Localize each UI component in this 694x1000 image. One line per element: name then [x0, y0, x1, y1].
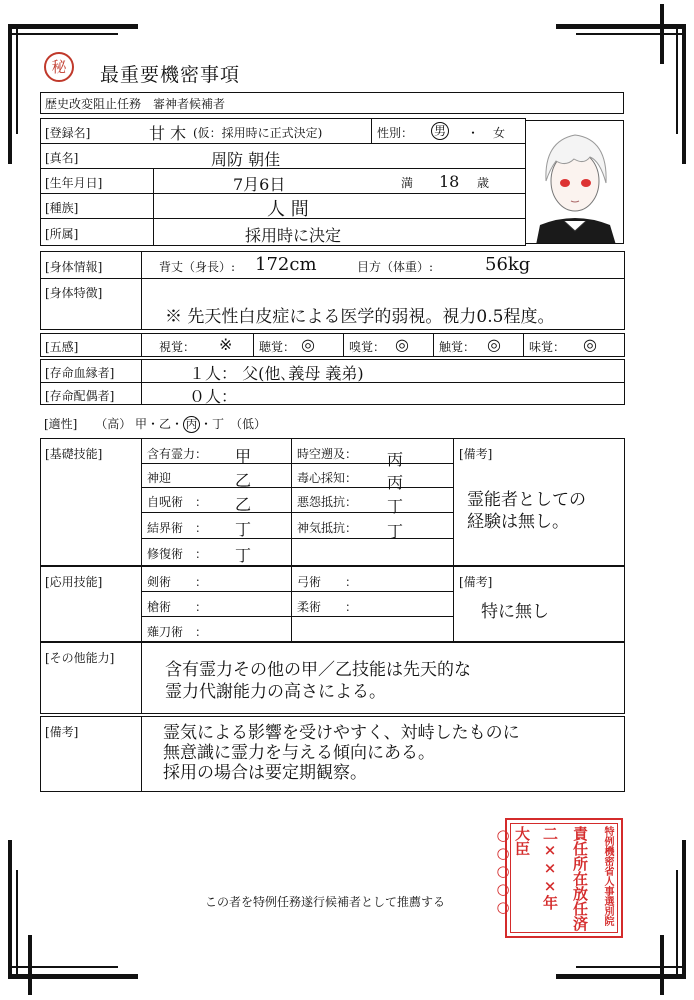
- stamp-year: 二×××年: [541, 826, 559, 910]
- birth-date-label: [生年月日]: [45, 176, 103, 190]
- portrait-illustration: [526, 121, 624, 244]
- other-abilities-text: 含有霊力その他の甲／乙技能は先天的な 霊力代謝能力の高さによる。: [165, 660, 471, 702]
- remarks-text: 霊気による影響を受けやすく、対峙したものに 無意識に霊力を与える傾向にある。 採用の場合は要定期観察。: [163, 723, 520, 783]
- sense-sight: 視覚：: [159, 340, 196, 354]
- stamp-ministry: 特例機密省人事選別院: [602, 826, 613, 926]
- skill-grade: 丁: [387, 497, 404, 516]
- sense-hearing-value: ◎: [301, 335, 315, 354]
- age-value: 18: [439, 172, 460, 191]
- recommendation-text: この者を特例任務遂行候補者として推薦する: [205, 895, 446, 909]
- stamp-minister: 大臣○○○○○: [494, 826, 531, 916]
- applied-skill: 剣術 ：: [147, 575, 208, 589]
- basic-skills-remarks: 霊能者としての 経験は無し。: [467, 490, 586, 532]
- sense-touch-value: ◎: [487, 335, 501, 354]
- portrait-avatar: [525, 120, 624, 244]
- other-abilities-label: [その他能力]: [45, 651, 115, 665]
- aptitude-label: [適性]: [44, 417, 78, 431]
- basic-skills-remarks-label: [備考]: [459, 447, 493, 461]
- skill-name: 自呪術 ：: [147, 495, 208, 509]
- physical-section: [40, 251, 625, 330]
- basic-skills-section: [40, 438, 625, 566]
- race-value: 人 間: [267, 199, 309, 220]
- gender-male-selected: 男: [431, 122, 449, 140]
- gender-label: 性別：: [377, 126, 414, 140]
- senses-section: [40, 333, 625, 357]
- document-title: 最重要機密事項: [100, 64, 241, 86]
- applied-skills-label: [応用技能]: [45, 575, 103, 589]
- weight-label: 目方（体重）:: [357, 260, 434, 274]
- skill-name: 悪怨抵抗：: [297, 495, 358, 509]
- applied-skill: 柔術 ：: [297, 600, 358, 614]
- real-name-label: [真名]: [45, 151, 79, 165]
- height-label: 背丈（身長）:: [159, 260, 236, 274]
- skill-grade: 丁: [235, 520, 252, 539]
- affiliation-label: [所属]: [45, 227, 79, 241]
- secret-seal: 秘: [44, 52, 74, 82]
- age-prefix: 満: [401, 176, 414, 190]
- skill-grade: 乙: [235, 471, 252, 490]
- aptitude-row: [44, 415, 266, 433]
- sense-sight-value: ※: [219, 335, 233, 354]
- applied-skill: 薙刀術 ：: [147, 625, 208, 639]
- skill-name: 毒心採知：: [297, 471, 358, 485]
- spouse-label: [存命配偶者]: [45, 389, 115, 403]
- aptitude-scale-end: ・丁 （低）: [200, 417, 267, 431]
- skill-grade: 丁: [387, 522, 404, 541]
- remarks-section: [40, 716, 625, 792]
- affiliation-value: 採用時に決定: [245, 226, 342, 245]
- age-suffix: 歳: [477, 176, 490, 190]
- weight-value: 56kg: [485, 254, 531, 275]
- remarks-label: [備考]: [45, 725, 79, 739]
- blood-relatives-value: １人： 父(他､義母 義弟): [189, 364, 364, 383]
- skill-grade: 乙: [235, 495, 252, 514]
- stamp-responsibility: 責任所在放任済: [571, 826, 589, 931]
- sense-taste-value: ◎: [583, 335, 597, 354]
- skill-grade: 丁: [235, 546, 252, 565]
- real-name: 周防 朝佳: [211, 150, 281, 169]
- physical-traits-label: [身体特徴]: [45, 286, 103, 300]
- mission-line: 歴史改変阻止任務 審神者候補者: [40, 92, 624, 114]
- registered-name-note: (仮：採用時に正式決定): [193, 126, 323, 140]
- profile-section: [40, 118, 526, 246]
- applied-skills-section: [40, 566, 625, 642]
- applied-skill: 弓術 ：: [297, 575, 358, 589]
- official-stamp: [494, 818, 623, 938]
- blood-relatives-label: [存命血縁者]: [45, 366, 115, 380]
- gender-female: 女: [493, 126, 506, 140]
- sense-smell-value: ◎: [395, 335, 409, 354]
- skill-grade: 丙: [387, 450, 404, 469]
- applied-skill: 槍術 ：: [147, 600, 208, 614]
- sense-taste: 味覚：: [529, 340, 566, 354]
- skill-name: 含有霊力：: [147, 447, 208, 461]
- registered-name: 甘 木: [149, 124, 187, 143]
- skill-grade: 甲: [235, 447, 252, 466]
- height-value: 172cm: [255, 254, 317, 275]
- applied-skills-remarks: 特に無し: [481, 602, 549, 622]
- sense-smell: 嗅覚：: [349, 340, 386, 354]
- skill-name: 神迎: [147, 471, 172, 485]
- skill-name: 神気抵抗：: [297, 521, 358, 535]
- basic-skills-label: [基礎技能]: [45, 447, 103, 461]
- skill-grade: 丙: [387, 473, 404, 492]
- gender-separator: ・: [467, 126, 480, 140]
- physical-traits: ※ 先天性白皮症による医学的弱視。視力0.5程度。: [165, 307, 555, 327]
- birth-date: 7月6日: [233, 175, 286, 194]
- aptitude-scale: （高） 甲・乙・: [95, 417, 184, 431]
- other-abilities-section: [40, 642, 625, 714]
- skill-name: 時空遡及：: [297, 447, 358, 461]
- sense-hearing: 聴覚：: [259, 340, 296, 354]
- physical-info-label: [身体情報]: [45, 260, 103, 274]
- skill-name: 修復術 ：: [147, 547, 208, 561]
- registered-name-label: [登録名]: [45, 126, 91, 140]
- sense-touch: 触覚：: [439, 340, 476, 354]
- relatives-section: [40, 359, 625, 405]
- skill-name: 結界術 ：: [147, 521, 208, 535]
- senses-label: [五感]: [45, 340, 79, 354]
- aptitude-selected: 丙: [183, 416, 200, 433]
- applied-skills-remarks-label: [備考]: [459, 575, 493, 589]
- race-label: [種族]: [45, 201, 79, 215]
- spouse-value: ０人：: [189, 387, 238, 406]
